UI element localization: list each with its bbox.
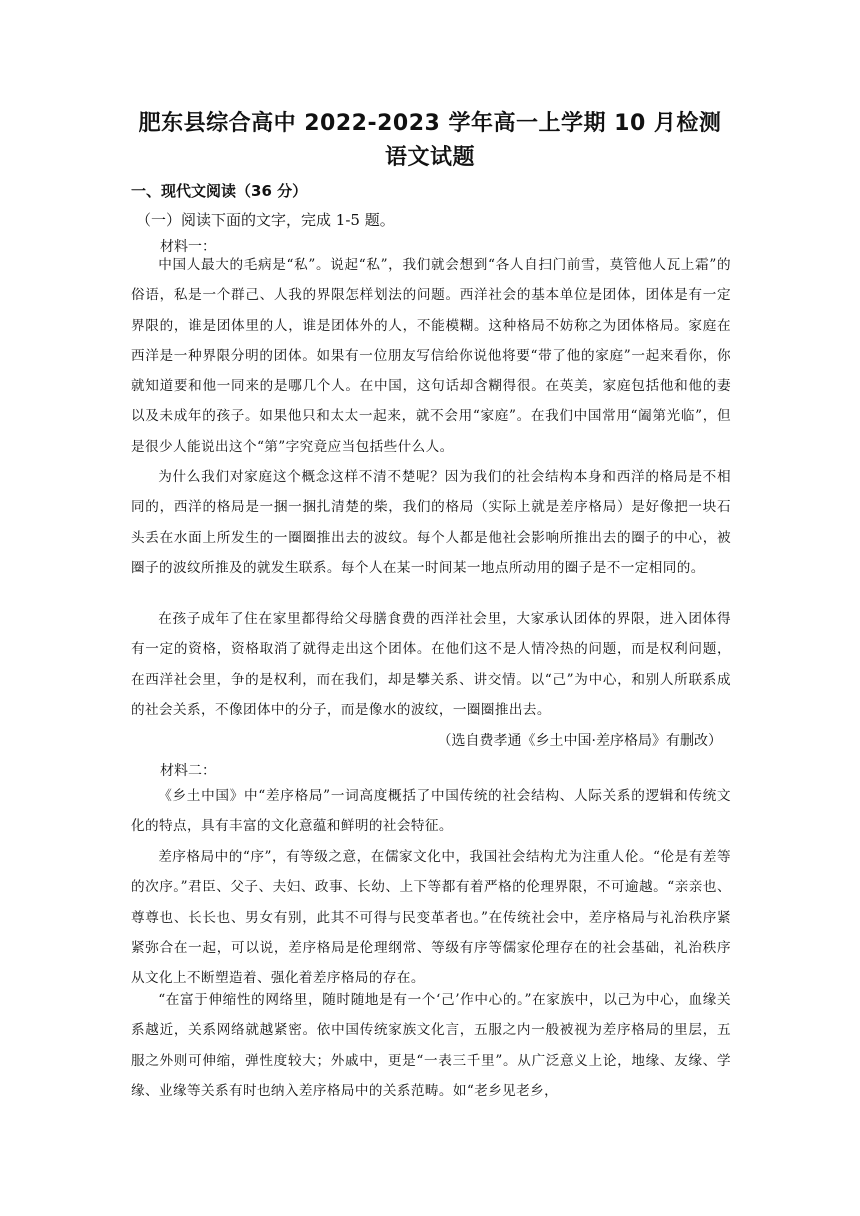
material-one-paragraph-3: 在孩子成年了住在家里都得给父母膳食费的西洋社会里，大家承认团体的界限，进入团体得有一定的资格，资格取消了就得走出这个团体。在他们这不是人情冷热的问题，而是权利问题，在西洋社会里，争的是权利，而在我们，却是攀关系、讲交情。以“己”为中心，和别人所联系成的社会关系，不像团体中的分子，而是像水的波纹，一圈圈推出去。 xyxy=(131,611,731,718)
material-one-source: （选自费孝通《乡土中国·差序格局》有删改） xyxy=(437,733,722,749)
material-one-paragraph-2: 为什么我们对家庭这个概念这样不清不楚呢？因为我们的社会结构本身和西洋的格局是不相同的，西洋的格局是一捆一捆扎清楚的柴，我们的格局（实际上就是差序格局）是好像把一块石头丢在水面上所发生的一圈圈推出去的波纹。每个人都是他社会影响所推出去的圈子的中心，被圈子的波纹所推及的就发生联系。每个人在某一时间某一地点所动用的圈子是不一定相同的。 xyxy=(131,469,731,576)
material-two-label: 材料二： xyxy=(160,763,216,779)
section-heading: 一、现代文阅读（36 分） xyxy=(131,182,308,200)
document-title: 肥东县综合高中 2022-2023 学年高一上学期 10 月检测 xyxy=(138,111,722,136)
material-one-label: 材料一： xyxy=(160,239,216,255)
material-two-paragraph-3: “在富于伸缩性的网络里，随时随地是有一个‘己’作中心的。”在家族中，以己为中心，血缘关系越近，关系网络就越紧密。依中国传统家族文化言，五服之内一般被视为差序格局的里层，五服之外则可伸缩，弹性度较大；外戚中，更是“一表三千里”。从广泛意义上论，地缘、友缘、学缘、业缘等关系有时也纳入差序格局中的关系范畴。如“老乡见老乡， xyxy=(131,992,731,1099)
material-one-paragraph-1: 中国人最大的毛病是“私”。说起“私”，我们就会想到“各人自扫门前雪，莫管他人瓦上霜”的俗语，私是一个群己、人我的界限怎样划法的问题。西洋社会的基本单位是团体，团体是有一定界限的，谁是团体里的人，谁是团体外的人，不能模糊。这种格局不妨称之为团体格局。家庭在西洋是一种界限分明的团体。如果有一位朋友写信给你说他将要“带了他的家庭”一起来看你，你就知道要和他一同来的是哪几个人。在中国，这句话却含糊得很。在英美，家庭包括他和他的妻以及未成年的孩子。如果他只和太太一起来，就不会用“家庭”。在我们中国常用“阖第光临”，但是很少人能说出这个“第”字究竟应当包括些什么人。 xyxy=(131,257,731,455)
section-instruction: （一）阅读下面的文字，完成 1-5 题。 xyxy=(136,211,395,229)
material-two-paragraph-2: 差序格局中的“序”，有等级之意，在儒家文化中，我国社会结构尤为注重人伦。“伦是有差等的次序。”君臣、父子、夫妇、政事、长幼、上下等都有着严格的伦理界限，不可逾越。“亲亲也、尊尊也、长长也、男女有别，此其不可得与民变革者也。”在传统社会中，差序格局与礼治秩序紧紧弥合在一起，可以说，差序格局是伦理纲常、等级有序等儒家伦理存在的社会基础，礼治秩序从文化上不断塑造着、强化着差序格局的存在。 xyxy=(131,849,731,987)
material-two-paragraph-1: 《乡土中国》中“差序格局”一词高度概括了中国传统的社会结构、人际关系的逻辑和传统文化的特点，具有丰富的文化意蕴和鲜明的社会特征。 xyxy=(131,788,731,835)
document-subtitle: 语文试题 xyxy=(384,145,475,170)
